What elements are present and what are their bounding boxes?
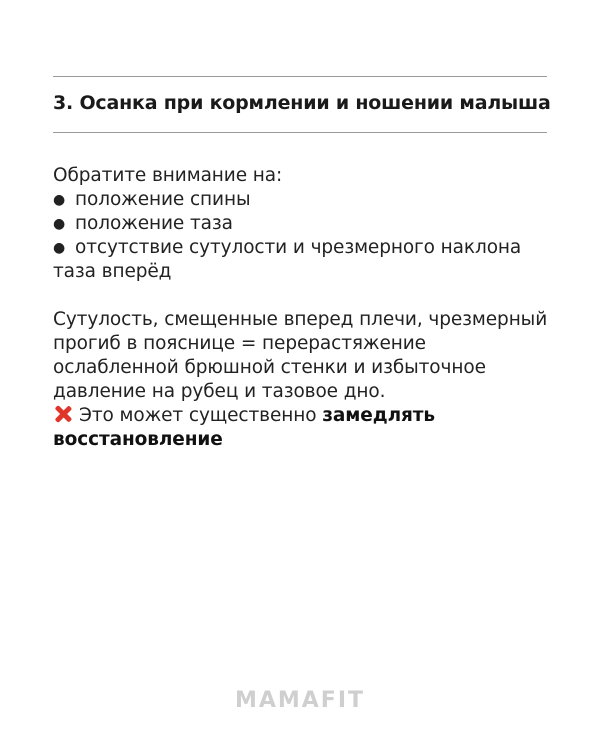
bullet-item: [53, 236, 553, 284]
bullet-icon: ●: [53, 216, 66, 232]
bullet-text: положение спины: [75, 189, 251, 210]
brand-logo: MAMAFIT: [234, 688, 366, 713]
warning-line: [53, 404, 553, 452]
content-body: [53, 164, 553, 452]
warning-emphasis: замедлять восстановление: [53, 405, 436, 450]
bullet-item: [53, 212, 553, 236]
explanation-paragraph: Сутулость, смещенные вперед плечи, чрезмерный прогиб в пояснице = перерастяжение ослабленной брюшной стенки и избыточное давление на рубец и тазовое дно.: [53, 309, 548, 402]
bullet-icon: ●: [53, 240, 66, 256]
bullet-text: положение таза: [75, 213, 233, 234]
bullet-icon: ●: [53, 192, 66, 208]
spacer: [53, 284, 553, 308]
top-divider: [53, 76, 547, 77]
bottom-divider: [53, 132, 547, 133]
bullet-item: [53, 188, 553, 212]
warning-text: Это может существенно: [79, 405, 323, 426]
bullet-text: отсутствие сутулости и чрезмерного наклона таза вперёд: [53, 237, 522, 282]
bullet-list: [53, 188, 553, 284]
intro-text: Обратите внимание на:: [53, 165, 283, 186]
cross-mark-icon: [53, 405, 73, 423]
section-heading: 3. Осанка при кормлении и ношении малыша: [53, 92, 551, 114]
